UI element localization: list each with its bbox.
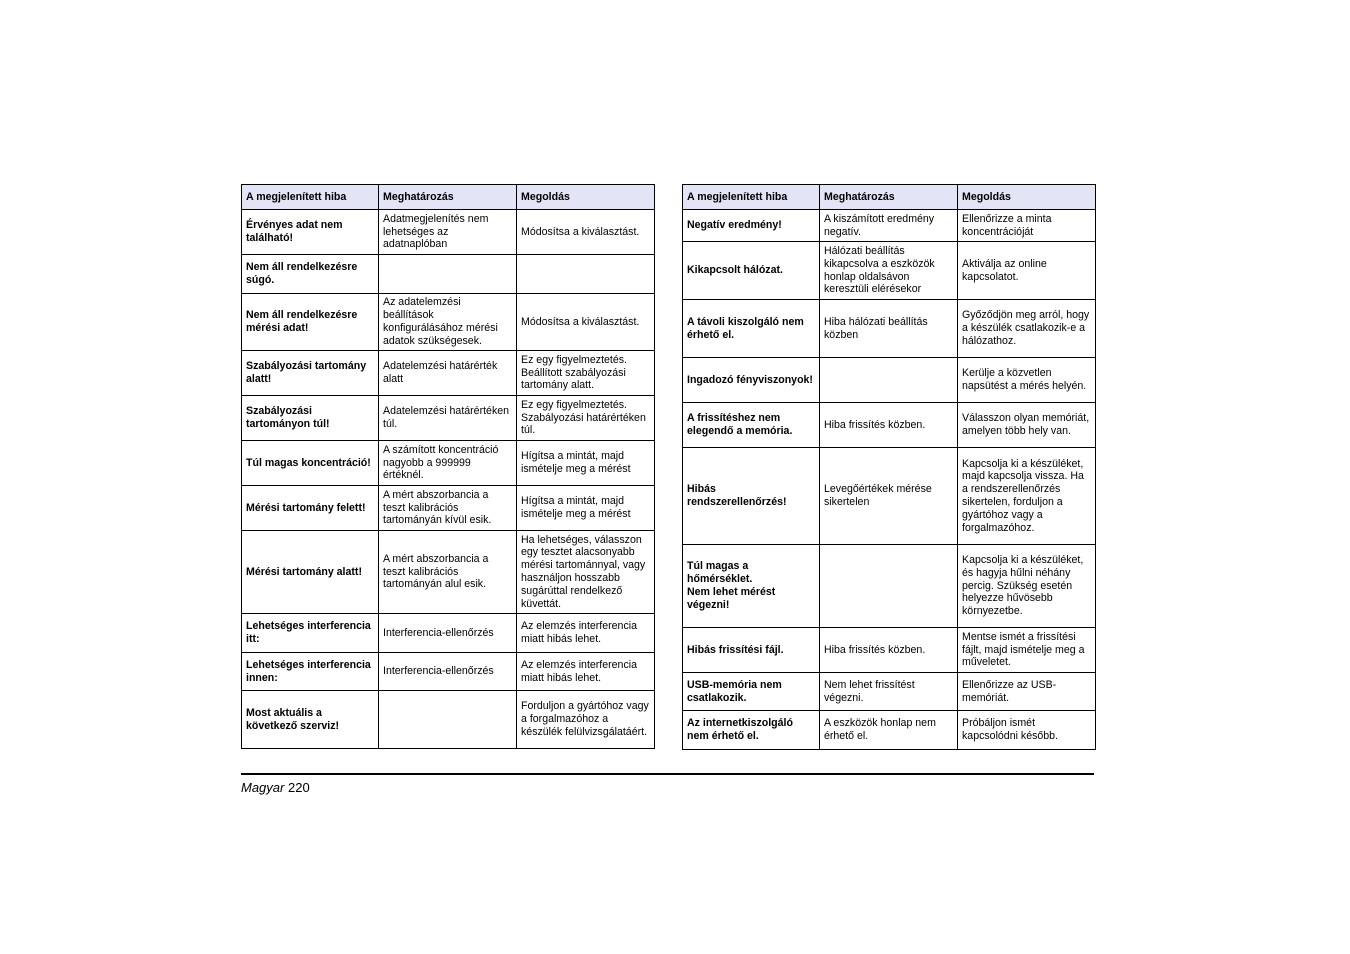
header-displayed-error: A megjelenített hiba	[683, 185, 820, 210]
error-cell: Kikapcsolt hálózat.	[683, 242, 820, 300]
table-row	[683, 545, 1096, 628]
definition-cell	[820, 358, 958, 403]
definition-cell: A kiszámított eredmény negatív.	[820, 210, 958, 242]
solution-cell	[517, 255, 655, 294]
table-row	[242, 691, 655, 749]
definition-cell: A eszközök honlap nem érhető el.	[820, 711, 958, 750]
solution-cell: Ha lehetséges, válasszon egy tesztet alacsonyabb mérési tartománnyal, vagy használjon hosszabb sugárúttal rendelkező küvettát.	[517, 531, 655, 614]
error-cell: Hibás frissítési fájl.	[683, 628, 820, 673]
footer-language: Magyar	[241, 780, 285, 795]
solution-cell: Győződjön meg arról, hogy a készülék csatlakozik-e a hálózathoz.	[958, 300, 1096, 358]
table-row	[683, 210, 1096, 242]
table-row	[683, 242, 1096, 300]
error-cell: Mérési tartomány alatt!	[242, 531, 379, 614]
header-definition: Meghatározás	[820, 185, 958, 210]
definition-cell	[379, 255, 517, 294]
definition-cell: Adatelemzési határérték alatt	[379, 351, 517, 396]
error-cell: Nem áll rendelkezésre mérési adat!	[242, 294, 379, 351]
definition-cell: Hálózati beállítás kikapcsolva a eszközök honlap oldalsávon keresztüli elérésekor	[820, 242, 958, 300]
error-cell: Az internetkiszolgáló nem érhető el.	[683, 711, 820, 750]
header-displayed-error: A megjelenített hiba	[242, 185, 379, 210]
error-cell: Érvényes adat nem található!	[242, 210, 379, 255]
header-solution: Megoldás	[517, 185, 655, 210]
error-cell: Ingadozó fényviszonyok!	[683, 358, 820, 403]
table-body-right	[683, 210, 1096, 750]
error-cell: A távoli kiszolgáló nem érhető el.	[683, 300, 820, 358]
solution-cell: Mentse ismét a frissítési fájlt, majd ismételje meg a műveletet.	[958, 628, 1096, 673]
error-cell: Lehetséges interferencia itt:	[242, 614, 379, 653]
table-row	[242, 614, 655, 653]
solution-cell: Kerülje a közvetlen napsütést a mérés helyén.	[958, 358, 1096, 403]
table-row	[683, 403, 1096, 448]
solution-cell: Próbáljon ismét kapcsolódni később.	[958, 711, 1096, 750]
definition-cell	[820, 545, 958, 628]
table-row	[683, 300, 1096, 358]
definition-cell: Az adatelemzési beállítások konfigurálásához mérési adatok szükségesek.	[379, 294, 517, 351]
definition-cell: Hiba frissítés közben.	[820, 628, 958, 673]
definition-cell: Hiba frissítés közben.	[820, 403, 958, 448]
page-footer	[241, 780, 310, 795]
definition-cell	[379, 691, 517, 749]
solution-cell: Kapcsolja ki a készüléket, majd kapcsolja vissza. Ha a rendszerellenőrzés sikertelen, forduljon a gyártóhoz vagy a forgalmazóhoz.	[958, 448, 1096, 545]
definition-cell: Hiba hálózati beállítás közben	[820, 300, 958, 358]
solution-cell: Válasszon olyan memóriát, amelyen több hely van.	[958, 403, 1096, 448]
error-table-left	[241, 184, 655, 749]
table-row	[683, 628, 1096, 673]
table-header-row	[242, 185, 655, 210]
error-table-right	[682, 184, 1096, 750]
solution-cell: Ez egy figyelmeztetés. Beállított szabályozási tartomány alatt.	[517, 351, 655, 396]
error-cell: Szabályozási tartományon túl!	[242, 396, 379, 441]
footer-rule	[241, 773, 1094, 775]
error-cell: Nem áll rendelkezésre súgó.	[242, 255, 379, 294]
error-cell: Túl magas koncentráció!	[242, 441, 379, 486]
error-cell: A frissítéshez nem elegendő a memória.	[683, 403, 820, 448]
table-row	[242, 294, 655, 351]
solution-cell: Aktiválja az online kapcsolatot.	[958, 242, 1096, 300]
header-definition: Meghatározás	[379, 185, 517, 210]
solution-cell: Módosítsa a kiválasztást.	[517, 294, 655, 351]
error-cell: Szabályozási tartomány alatt!	[242, 351, 379, 396]
error-cell: Túl magas a hőmérséklet. Nem lehet mérést végezni!	[683, 545, 820, 628]
solution-cell: Kapcsolja ki a készüléket, és hagyja hűlni néhány percig. Szükség esetén helyezze hűvösebb környezetbe.	[958, 545, 1096, 628]
error-cell: Mérési tartomány felett!	[242, 486, 379, 531]
table-row	[242, 441, 655, 486]
table-row	[242, 653, 655, 691]
solution-cell: Hígítsa a mintát, majd ismételje meg a mérést	[517, 441, 655, 486]
definition-cell: Levegőértékek mérése sikertelen	[820, 448, 958, 545]
definition-cell: A számított koncentráció nagyobb a 999999 értéknél.	[379, 441, 517, 486]
error-cell: Lehetséges interferencia innen:	[242, 653, 379, 691]
solution-cell: Az elemzés interferencia miatt hibás lehet.	[517, 614, 655, 653]
error-cell: Most aktuális a következő szerviz!	[242, 691, 379, 749]
solution-cell: Az elemzés interferencia miatt hibás lehet.	[517, 653, 655, 691]
table-body-left	[242, 210, 655, 749]
error-cell: USB-memória nem csatlakozik.	[683, 673, 820, 711]
definition-cell: A mért abszorbancia a teszt kalibrációs tartományán kívül esik.	[379, 486, 517, 531]
table-header-row	[683, 185, 1096, 210]
solution-cell: Forduljon a gyártóhoz vagy a forgalmazóhoz a készülék felülvizsgálatáért.	[517, 691, 655, 749]
table-row	[242, 396, 655, 441]
solution-cell: Ellenőrizze az USB-memóriát.	[958, 673, 1096, 711]
footer-page-number: 220	[287, 780, 310, 795]
table-row	[683, 358, 1096, 403]
solution-cell: Módosítsa a kiválasztást.	[517, 210, 655, 255]
table-row	[242, 531, 655, 614]
definition-cell: Interferencia-ellenőrzés	[379, 653, 517, 691]
table-row	[683, 448, 1096, 545]
definition-cell: Adatmegjelenítés nem lehetséges az adatnaplóban	[379, 210, 517, 255]
header-solution: Megoldás	[958, 185, 1096, 210]
error-cell: Negatív eredmény!	[683, 210, 820, 242]
solution-cell: Ez egy figyelmeztetés. Szabályozási határértéken túl.	[517, 396, 655, 441]
table-row	[242, 351, 655, 396]
error-cell: Hibás rendszerellenőrzés!	[683, 448, 820, 545]
definition-cell: Interferencia-ellenőrzés	[379, 614, 517, 653]
table-row	[683, 673, 1096, 711]
definition-cell: A mért abszorbancia a teszt kalibrációs tartományán alul esik.	[379, 531, 517, 614]
table-row	[683, 711, 1096, 750]
table-row	[242, 210, 655, 255]
table-row	[242, 255, 655, 294]
definition-cell: Nem lehet frissítést végezni.	[820, 673, 958, 711]
table-row	[242, 486, 655, 531]
definition-cell: Adatelemzési határértéken túl.	[379, 396, 517, 441]
solution-cell: Ellenőrizze a minta koncentrációját	[958, 210, 1096, 242]
solution-cell: Hígítsa a mintát, majd ismételje meg a mérést	[517, 486, 655, 531]
